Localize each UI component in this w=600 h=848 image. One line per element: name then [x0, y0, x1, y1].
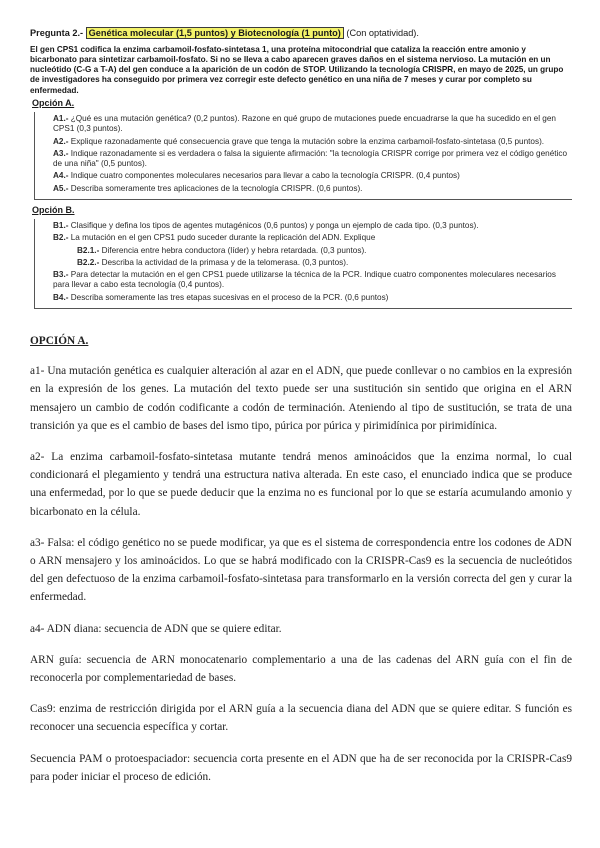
question-item: A1.- ¿Qué es una mutación genética? (0,2 puntos). Razone en qué grupo de mutaciones puede encuadrarse la que ha sucedido en el gen CPS1 (0,3 puntos).	[53, 114, 556, 134]
question-subitem: B2.1.- Diferencia entre hebra conductora (líder) y hebra retardada. (0,3 puntos).	[77, 245, 367, 255]
question-item: B4.- Describa someramente las tres etapas sucesivas en el proceso de la PCR. (0,6 puntos)	[53, 292, 389, 302]
option-a-title: Opción A.	[32, 97, 75, 108]
question-item: A2.- Explique razonadamente qué consecuencia grave que tenga la mutación sobre la enzima carbamoil-fosfato-sintetasa (0,5 puntos).	[53, 136, 545, 146]
question-item: B3.- Para detectar la mutación en el gen CPS1 puede utilizarse la técnica de la PCR. Indique cuatro componentes moleculares necesarios para llevar a cabo esta tecnología (0,4 puntos).	[53, 270, 556, 290]
option-a-questions	[34, 112, 572, 200]
question-number: Pregunta 2.-	[30, 28, 84, 38]
question-item: B1.- Clasifique y defina los tipos de agentes mutagénicos (0,6 puntos) y ponga un ejemplo de cada tipo. (0,3 puntos).	[53, 221, 479, 230]
answer-paragraph: a3- Falsa: el código genético no se puede modificar, ya que es el sistema de correspondencia entre los codones de ADN o ARN mensajero y los aminoácidos. Lo que se habrá modificado con la CRISPR-Cas9 es la secuencia de nucleótidos del gen defectuoso de la enzima carbamoil-fosfato-sintetasa para transformarlo en la versión correcta del gen y curar la enfermedad.	[30, 536, 572, 604]
answer-paragraph: a4- ADN diana: secuencia de ADN que se quiere editar.	[30, 622, 282, 635]
question-item: A5.- Describa someramente tres aplicaciones de la tecnología CRISPR. (0,6 puntos).	[53, 183, 363, 193]
question-heading	[30, 28, 572, 40]
answer-paragraph: Cas9: enzima de restricción dirigida por el ARN guía a la secuencia diana del ADN que se quiere editar. S función es reconocer una secuencia específica y cortar.	[30, 703, 572, 734]
answer-paragraph: Secuencia PAM o protoespaciador: secuencia corta presente en el ADN que ha de ser reconocida por la CRISPR-Cas9 para poder iniciar el proceso de edición.	[30, 752, 572, 783]
option-b-questions	[34, 219, 572, 309]
question-item: A4.- Indique cuatro componentes moleculares necesarios para llevar a cabo la tecnología CRISPR. (0,4 puntos)	[53, 171, 460, 181]
exam-question-scan	[30, 28, 572, 309]
answer-paragraph: ARN guía: secuencia de ARN monocatenario complementario a una de las cadenas del ARN guía con el fin de reconocerla por complementariedad de bases.	[30, 653, 572, 685]
question-subitem: B2.2.- Describa la actividad de la primasa y de la telomerasa. (0,3 puntos).	[77, 257, 349, 267]
question-item: B2.- La mutación en el gen CPS1 pudo suceder durante la replicación del ADN. Explique	[53, 233, 376, 243]
answer-paragraph: a2- La enzima carbamoil-fosfato-sintetasa mutante tendrá menos aminoácidos que la enzima normal, lo cual condicionará el plegamiento y tendrá una estructura nativa alterada. En este caso, el enunciado indica que se produce una enfermedad, por lo que se puede deducir que la enzima no es funcional por lo que se estaría acumulando amonio y bicarbonato en la célula.	[30, 451, 572, 518]
answers-section	[30, 332, 572, 799]
question-intro: El gen CPS1 codifica la enzima carbamoil-fosfato-sintetasa 1, una proteína mitocondrial que cataliza la reacción entre amonio y bicarbonato para sintetizar carbamoil-fosfato. Si no se lleva a cabo aparecen graves daños en el sistema nervioso. La mutación en un nucleótido (C-G a T-A) del gen conduce a la aparición de un codón de STOP. Utilizando la tecnología CRISPR, en mayo de 2025, un grupo de investigadores ha conseguido por primera vez corregir este defecto genético en una niña de 7 meses y curar por completo su enfermedad.	[30, 44, 564, 95]
answers-title: OPCIÓN A.	[30, 335, 89, 347]
question-item: A3.- Indique razonadamente si es verdadera o falsa la siguiente afirmación: "la tecnología CRISPR corrige por primera vez el código genético de una niña" (0,5 puntos).	[53, 148, 567, 168]
option-b-title: Opción B.	[32, 204, 75, 215]
answer-paragraph: a1- Una mutación genética es cualquier alteración al azar en el ADN, que puede conllevar o no cambios en la expresión en la expresión de los genes. La mutación del texto puede ser una sustitución sin sentido que origina en el ARN mensajero un cambio de codón codificante a codón de terminación. Ateniendo al tipo de sustitución, se trata de una transición ya que es el cambio de bases del ismo tipo, púrica por púrica y pirimidínica por pirimidínica.	[30, 365, 572, 432]
question-optional-note: (Con optatividad).	[346, 28, 419, 38]
question-topic-highlight: Genética molecular (1,5 puntos) y Biotecnología (1 punto)	[86, 27, 344, 39]
